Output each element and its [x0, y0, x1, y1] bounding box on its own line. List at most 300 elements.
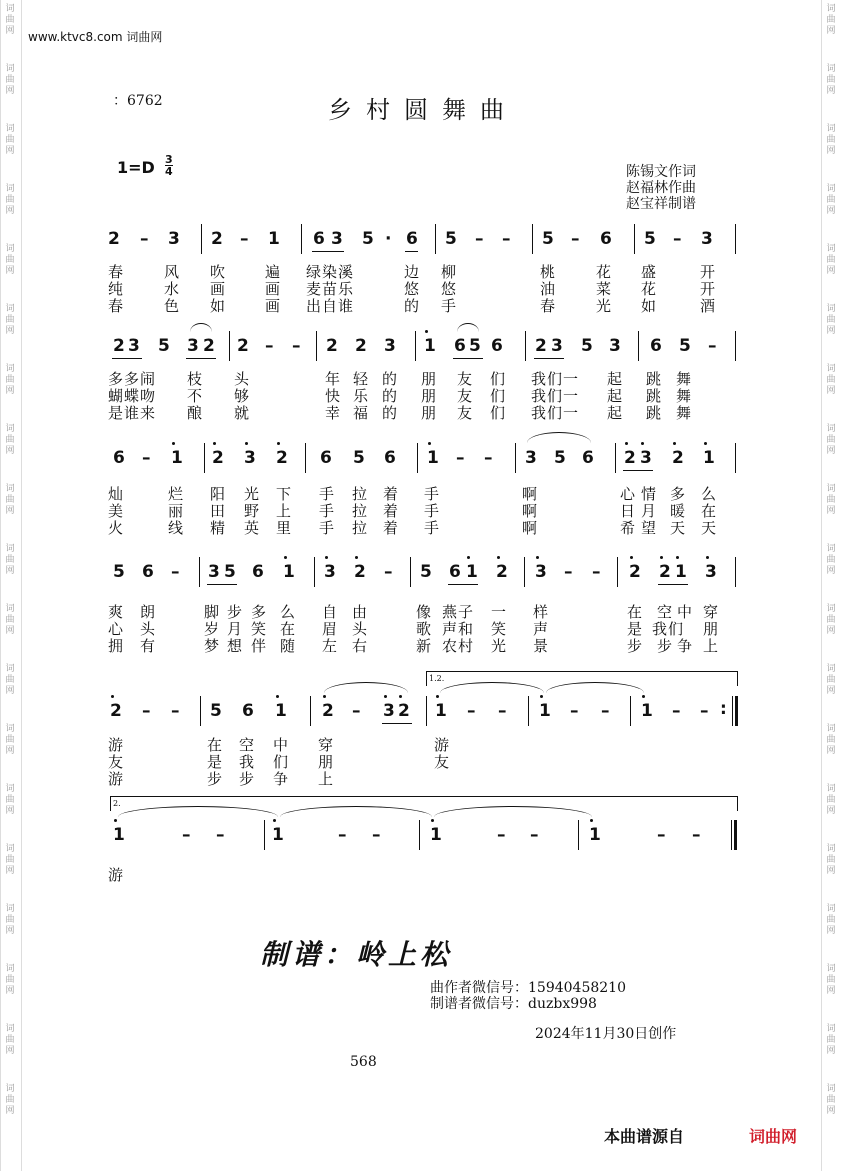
lyric: 们 — [490, 370, 506, 388]
lyric: 出自谁 — [306, 297, 355, 315]
header-url[interactable]: www.ktvc8.com — [28, 30, 123, 44]
lyric: 起 — [607, 370, 623, 388]
lyric: 头 — [352, 620, 368, 638]
lyric: 是谁来 — [108, 404, 157, 422]
high-octave-dot — [384, 695, 387, 698]
side-watermark: 词 曲 网 — [826, 964, 836, 996]
lyric: 的 — [404, 297, 420, 315]
lyric: 啊 — [522, 485, 538, 503]
lyric: 在 — [627, 603, 643, 621]
lyric: 年 — [325, 370, 341, 388]
barline — [630, 696, 631, 726]
side-watermark: 词 曲 网 — [5, 544, 15, 576]
side-watermark: 词 曲 网 — [826, 664, 836, 696]
barline — [316, 331, 317, 361]
lyric: 新 — [416, 637, 432, 655]
lyric: 穿 — [318, 736, 334, 754]
lyric: 笑 — [251, 620, 267, 638]
lyric: 光 — [244, 485, 260, 503]
repeat-barline — [732, 696, 733, 726]
volta-label-2: 2. — [113, 799, 121, 808]
barline — [532, 224, 533, 254]
lyric: 遍 — [265, 263, 281, 281]
lyric: 拉 — [352, 485, 368, 503]
high-octave-dot — [323, 695, 326, 698]
final-barline — [731, 820, 732, 850]
lyric: 轻 — [353, 370, 369, 388]
lyric: 多 — [670, 485, 686, 503]
repeat-barline-thick — [735, 696, 738, 726]
lyric: 酒 — [700, 297, 716, 315]
lyric: 的 — [382, 370, 398, 388]
high-octave-dot — [431, 819, 434, 822]
lyric: 天 — [670, 519, 686, 537]
lyric: 画 — [265, 297, 281, 315]
lyric: 柳 — [441, 263, 457, 281]
lyric: 空 — [239, 736, 255, 754]
lyric: 如 — [641, 297, 657, 315]
side-watermark: 词 曲 网 — [5, 724, 15, 756]
lyric: 就 — [234, 404, 250, 422]
song-title: 乡村圆舞曲 — [328, 96, 518, 124]
lyric: 是 — [627, 620, 643, 638]
composer: 赵福林作曲 — [626, 180, 696, 196]
lyric: 田 — [210, 502, 226, 520]
high-octave-dot — [625, 442, 628, 445]
barline — [528, 696, 529, 726]
side-watermark: 词 曲 网 — [5, 484, 15, 516]
lyric: 花 — [641, 280, 657, 298]
high-octave-dot — [114, 819, 117, 822]
side-watermark: 词 曲 网 — [5, 64, 15, 96]
lyric: 游 — [434, 736, 450, 754]
lyric: 舞 — [676, 404, 692, 422]
lyric: 们 — [490, 404, 506, 422]
high-octave-dot — [641, 442, 644, 445]
side-watermark: 词 曲 网 — [826, 244, 836, 276]
creation-date: 2024年11月30日创作 — [535, 1026, 677, 1042]
slur — [324, 682, 408, 693]
lyric: 样 — [533, 603, 549, 621]
time-top: 3 — [165, 153, 173, 166]
high-octave-dot — [436, 695, 439, 698]
lyric: 游 — [108, 866, 124, 884]
lyric: 是 — [207, 753, 223, 771]
barline — [204, 443, 205, 473]
side-watermark: 词 曲 网 — [5, 4, 15, 36]
lyric: 光 — [491, 637, 507, 655]
volta-label-1-2: 1.2. — [429, 674, 445, 683]
lyric: 朗 — [140, 603, 156, 621]
lyric: 像 — [416, 603, 432, 621]
arranger-signature: 制谱：岭上松 — [260, 938, 453, 971]
lyric: 争 — [273, 770, 289, 788]
lyric: 脚 — [204, 603, 220, 621]
side-watermark: 词 曲 网 — [5, 184, 15, 216]
lyric: 酿 — [187, 404, 203, 422]
lyric: 跳 — [646, 370, 662, 388]
footer-site-link[interactable]: 词曲网 — [749, 1127, 798, 1146]
lyric: 的 — [382, 387, 398, 405]
lyric: 阳 — [210, 485, 226, 503]
high-octave-dot — [273, 819, 276, 822]
lyric: 拥 — [108, 637, 124, 655]
lyric: 眉 — [322, 620, 338, 638]
lyric: 穿 — [703, 603, 719, 621]
lyric: 舞 — [676, 370, 692, 388]
side-watermark: 词 曲 网 — [826, 1024, 836, 1056]
lyric: 上 — [703, 637, 719, 655]
barline — [615, 443, 616, 473]
side-watermark: 词 曲 网 — [5, 304, 15, 336]
barline — [426, 696, 427, 726]
lyric: 朋 — [421, 387, 437, 405]
high-octave-dot — [355, 556, 358, 559]
high-octave-dot — [467, 556, 470, 559]
lyric: 中 — [677, 603, 693, 621]
lyric: 拉 — [352, 502, 368, 520]
side-watermark: 词 曲 网 — [826, 364, 836, 396]
lyric: 手 — [424, 519, 440, 537]
side-watermark: 词 曲 网 — [5, 424, 15, 456]
lyric: 友 — [434, 753, 450, 771]
lyric: 着 — [383, 519, 399, 537]
lyric: 手 — [424, 502, 440, 520]
lyric: 盛 — [641, 263, 657, 281]
barline — [515, 443, 516, 473]
lyric: 步 — [657, 637, 673, 655]
lyric: 桃 — [540, 263, 556, 281]
high-octave-dot — [325, 556, 328, 559]
underline — [448, 584, 478, 585]
lyric: 丽 — [168, 502, 184, 520]
credits — [626, 164, 696, 212]
barline — [735, 557, 736, 587]
lyric: 朋 — [421, 404, 437, 422]
lyric: 悠 — [404, 280, 420, 298]
header-site[interactable] — [28, 28, 162, 45]
lyric: 起 — [607, 404, 623, 422]
lyric: 手 — [319, 485, 335, 503]
lyric: 啊 — [522, 519, 538, 537]
lyric: 光 — [596, 297, 612, 315]
barline — [735, 443, 736, 473]
lyric: 英 — [244, 519, 260, 537]
high-octave-dot — [277, 442, 280, 445]
lyric: 头 — [140, 620, 156, 638]
underline — [453, 358, 483, 359]
side-watermark: 词 曲 网 — [5, 784, 15, 816]
barline — [578, 820, 579, 850]
lyric: 菜 — [596, 280, 612, 298]
lyric: 头 — [234, 370, 250, 388]
lyric: 福 — [353, 404, 369, 422]
lyric: 手 — [424, 485, 440, 503]
lyric: 游 — [108, 770, 124, 788]
high-octave-dot — [428, 442, 431, 445]
lyric: 野 — [244, 502, 260, 520]
composer-wechat: 曲作者微信号：15940458210 — [430, 980, 626, 996]
lyric: 心 — [620, 485, 636, 503]
arranger-wechat: 制谱者微信号：duzbx998 — [430, 996, 597, 1012]
lyric: 的 — [382, 404, 398, 422]
lyric: 麦苗乐 — [306, 280, 355, 298]
lyric: 烂 — [168, 485, 184, 503]
barline — [415, 331, 416, 361]
lyric: 友 — [457, 387, 473, 405]
underline — [534, 358, 564, 359]
lyric: 天 — [701, 519, 717, 537]
lyric: 一 — [491, 603, 507, 621]
lyric: 心 — [108, 620, 124, 638]
side-watermark: 词 曲 网 — [5, 244, 15, 276]
side-watermark: 词 曲 网 — [826, 4, 836, 36]
barline — [524, 557, 525, 587]
high-octave-dot — [111, 695, 114, 698]
lyric: 火 — [108, 519, 124, 537]
underline — [405, 251, 418, 252]
high-octave-dot — [399, 695, 402, 698]
barline — [735, 224, 736, 254]
lyric: 我们一 — [531, 387, 580, 405]
wechat-info — [430, 980, 626, 1012]
lyric: 们 — [490, 387, 506, 405]
lyric: 我们 — [652, 620, 685, 638]
barline — [310, 696, 311, 726]
lyric: 在 — [701, 502, 717, 520]
header-site-name[interactable]: 词曲网 — [126, 30, 163, 44]
lyric: 吹 — [210, 263, 226, 281]
barline — [617, 557, 618, 587]
lyric: 月 — [227, 620, 243, 638]
barline — [735, 331, 736, 361]
barline — [229, 331, 230, 361]
barline — [264, 820, 265, 850]
barline — [199, 557, 200, 587]
lyric: 悠 — [441, 280, 457, 298]
lyric: 暖 — [670, 502, 686, 520]
lyric: 开 — [700, 280, 716, 298]
high-octave-dot — [630, 556, 633, 559]
page-number: 568 — [350, 1054, 377, 1070]
lyric: 绿染溪 — [306, 263, 355, 281]
side-watermark: 词 曲 网 — [5, 664, 15, 696]
lyric: 多多闹 — [108, 370, 157, 388]
lyric: 花 — [596, 263, 612, 281]
lyric: 如 — [210, 297, 226, 315]
lyric: 不 — [187, 387, 203, 405]
lyric: 春 — [108, 263, 124, 281]
lyric: 下 — [276, 485, 292, 503]
lyric: 笑 — [491, 620, 507, 638]
lyric: 跳 — [646, 387, 662, 405]
lyric: 么 — [701, 485, 717, 503]
high-octave-dot — [590, 819, 593, 822]
lyric: 画 — [210, 280, 226, 298]
arranger: 赵宝祥制谱 — [626, 196, 696, 212]
lyric: 右 — [352, 637, 368, 655]
lyric: 争 — [677, 637, 693, 655]
lyric: 燕子 — [442, 603, 475, 621]
lyric: 手 — [319, 519, 335, 537]
lyric: 我 — [239, 753, 255, 771]
high-octave-dot — [676, 556, 679, 559]
lyric: 油 — [540, 280, 556, 298]
lyric: 空 — [657, 603, 673, 621]
lyric: 月 — [641, 502, 657, 520]
high-octave-dot — [642, 695, 645, 698]
side-watermark: 词 曲 网 — [826, 604, 836, 636]
lyric: 游 — [108, 736, 124, 754]
side-watermark: 词 曲 网 — [826, 184, 836, 216]
lyric: 友 — [108, 753, 124, 771]
side-watermark: 词 曲 网 — [5, 844, 15, 876]
high-octave-dot — [706, 556, 709, 559]
lyric: 情 — [641, 485, 657, 503]
key-signature — [117, 158, 155, 177]
lyric: 画 — [265, 280, 281, 298]
lyric: 色 — [164, 297, 180, 315]
lyric: 爽 — [108, 603, 124, 621]
underline — [623, 470, 653, 471]
lyric: 精 — [210, 519, 226, 537]
lyric: 朋 — [421, 370, 437, 388]
lyric: 我们一 — [531, 370, 580, 388]
lyric: 舞 — [676, 387, 692, 405]
lyric: 着 — [383, 502, 399, 520]
high-octave-dot — [284, 556, 287, 559]
lyric: 么 — [280, 603, 296, 621]
slur — [457, 323, 479, 332]
high-octave-dot — [673, 442, 676, 445]
final-barline-thick — [734, 820, 737, 850]
side-watermark: 词 曲 网 — [5, 364, 15, 396]
slur — [527, 432, 591, 443]
lyric: 步 — [207, 770, 223, 788]
side-watermark: 词 曲 网 — [826, 844, 836, 876]
lyric: 有 — [140, 637, 156, 655]
time-signature — [165, 154, 173, 177]
lyric: 日 — [620, 502, 636, 520]
barline — [201, 224, 202, 254]
barline — [638, 331, 639, 361]
lyric: 起 — [607, 387, 623, 405]
underline — [112, 358, 142, 359]
barline — [417, 443, 418, 473]
lyric: 自 — [322, 603, 338, 621]
high-octave-dot — [425, 330, 428, 333]
side-watermark: 词 曲 网 — [826, 64, 836, 96]
side-watermark: 词 曲 网 — [826, 304, 836, 336]
lyric: 随 — [280, 637, 296, 655]
lyricist: 陈锡文作词 — [626, 164, 696, 180]
key-label: 1=D — [117, 158, 155, 177]
lyric: 蝴蝶吻 — [108, 387, 157, 405]
barline — [314, 557, 315, 587]
barline — [301, 224, 302, 254]
lyric: 想 — [227, 637, 243, 655]
high-octave-dot — [276, 695, 279, 698]
lyric: 步 — [239, 770, 255, 788]
lyric: 春 — [108, 297, 124, 315]
high-octave-dot — [704, 442, 707, 445]
high-octave-dot — [497, 556, 500, 559]
lyric: 我们一 — [531, 404, 580, 422]
lyric: 在 — [280, 620, 296, 638]
side-watermark: 词 曲 网 — [5, 1084, 15, 1116]
underline — [186, 358, 216, 359]
lyric: 友 — [457, 370, 473, 388]
lyric: 开 — [700, 263, 716, 281]
lyric: 中 — [273, 736, 289, 754]
side-watermark: 词 曲 网 — [826, 724, 836, 756]
side-watermark: 词 曲 网 — [826, 484, 836, 516]
lyric: 岁 — [204, 620, 220, 638]
barline — [435, 224, 436, 254]
lyric: 们 — [273, 753, 289, 771]
lyric: 步 — [627, 637, 643, 655]
barline — [634, 224, 635, 254]
side-watermark: 词 曲 网 — [826, 124, 836, 156]
underline — [207, 584, 237, 585]
high-octave-dot — [540, 695, 543, 698]
lyric: 快 — [325, 387, 341, 405]
lyric: 美 — [108, 502, 124, 520]
high-octave-dot — [245, 442, 248, 445]
lyric: 希 — [620, 519, 636, 537]
side-watermark: 词 曲 网 — [5, 1024, 15, 1056]
underline — [312, 251, 344, 252]
lyric: 啊 — [522, 502, 538, 520]
lyric: 拉 — [352, 519, 368, 537]
lyric: 线 — [168, 519, 184, 537]
lyric: 由 — [352, 603, 368, 621]
lyric: 望 — [641, 519, 657, 537]
lyric: 友 — [457, 404, 473, 422]
barline — [419, 820, 420, 850]
high-octave-dot — [660, 556, 663, 559]
lyric: 着 — [383, 485, 399, 503]
lyric: 风 — [164, 263, 180, 281]
lyric: 声 — [533, 620, 549, 638]
lyric: 里 — [276, 519, 292, 537]
lyric: 手 — [441, 297, 457, 315]
lyric: 上 — [318, 770, 334, 788]
lyric: 景 — [533, 637, 549, 655]
side-watermark: 词 曲 网 — [5, 604, 15, 636]
lyric: 农村 — [442, 637, 475, 655]
underline — [382, 723, 412, 724]
lyric: 步 — [227, 603, 243, 621]
lyric: 歌 — [416, 620, 432, 638]
lyric: 灿 — [108, 485, 124, 503]
side-watermark: 词 曲 网 — [826, 784, 836, 816]
barline — [525, 331, 526, 361]
lyric: 春 — [540, 297, 556, 315]
barline — [305, 443, 306, 473]
underline — [658, 584, 688, 585]
lyric: 够 — [234, 387, 250, 405]
lyric: 幸 — [325, 404, 341, 422]
side-watermark: 词 曲 网 — [5, 964, 15, 996]
lyric: 纯 — [108, 280, 124, 298]
lyric: 手 — [319, 502, 335, 520]
lyric: 水 — [164, 280, 180, 298]
side-watermark: 词 曲 网 — [5, 904, 15, 936]
lyric: 枝 — [187, 370, 203, 388]
lyric: 梦 — [204, 637, 220, 655]
barline — [410, 557, 411, 587]
